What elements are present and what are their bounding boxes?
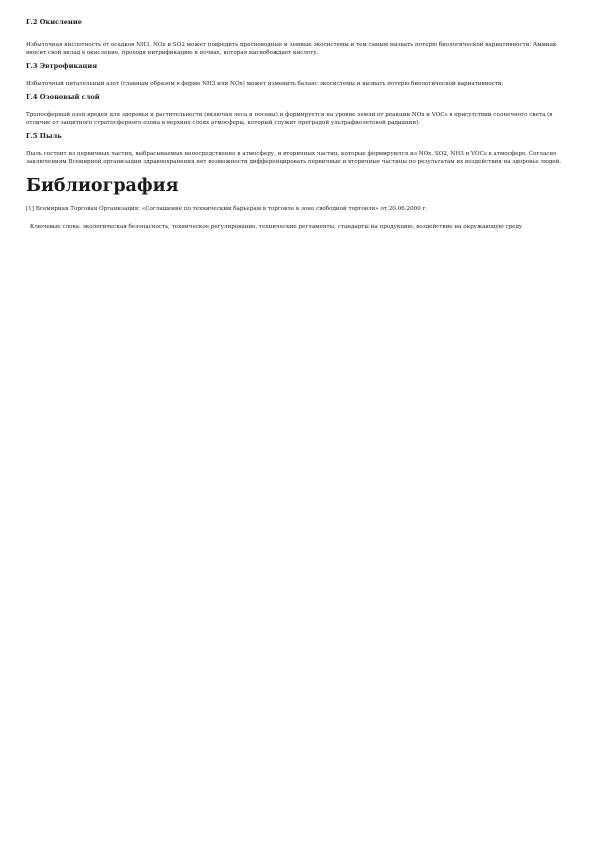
section-text-g4: Тропосферный озон вреден для здоровья и растительности (включая леса и посевы) и формируется на уровне земли от реакции NOx и VOCs в присутствии солнечного света (в отличие от защитного стратосферного озона в верхних слоях атмосферы, который служит преградой ультрафиолетовой радиации). [26,112,553,126]
section-title-g4: Г.4 Озоновый слой [26,93,100,101]
section-title-g2: Г.2 Окисление [26,18,82,26]
section-text-g3: Избыточный питательный азот (главным образом в форме NH3 или NOx) может изменить баланс экосистемы и вызвать потерю биологической вариативности. [26,81,504,87]
section-title-g3: Г.3 Эвтрофикация [26,62,98,70]
bibliography-reference: [1] Всемирная Торговая Организация: «Соглашение по техническим барьерам в торговле в зоне свободной торговли» от 20.06.2000 г. [26,206,428,212]
section-title-g5: Г.5 Пыль [26,132,62,140]
section-text-g5: Пыль состоит из первичных частиц, выбрасываемых непосредственно в атмосферу, и вторичных частиц, которые формируются из NOx, SO2, NH3 и VOCs в атмосфере. Согласно заключениям Всемирной организации здравоохранения нет возможности дифференцировать первичные и вторичные частицы по результатам их воздействия на здоровье людей. [26,151,562,165]
keywords-text: Ключевые слова: экологическая безопасность, техническое регулирование, технические регламенты, стандарты на продукцию, воздействие на окружающую среду [30,224,523,230]
document-page [26,14,564,231]
bibliography-heading: Библиография [26,176,179,196]
section-text-g2: Избыточная кислотность от осадков NH3, NOx и SO2 может повредить пресноводные и земные экосистемы и тем самым вызвать потерю биологической вариативности. Аммиак вносит свой вклад в окисление, проходя нитрификацию в почвах, которая высвобождает кислоту. [26,42,557,56]
